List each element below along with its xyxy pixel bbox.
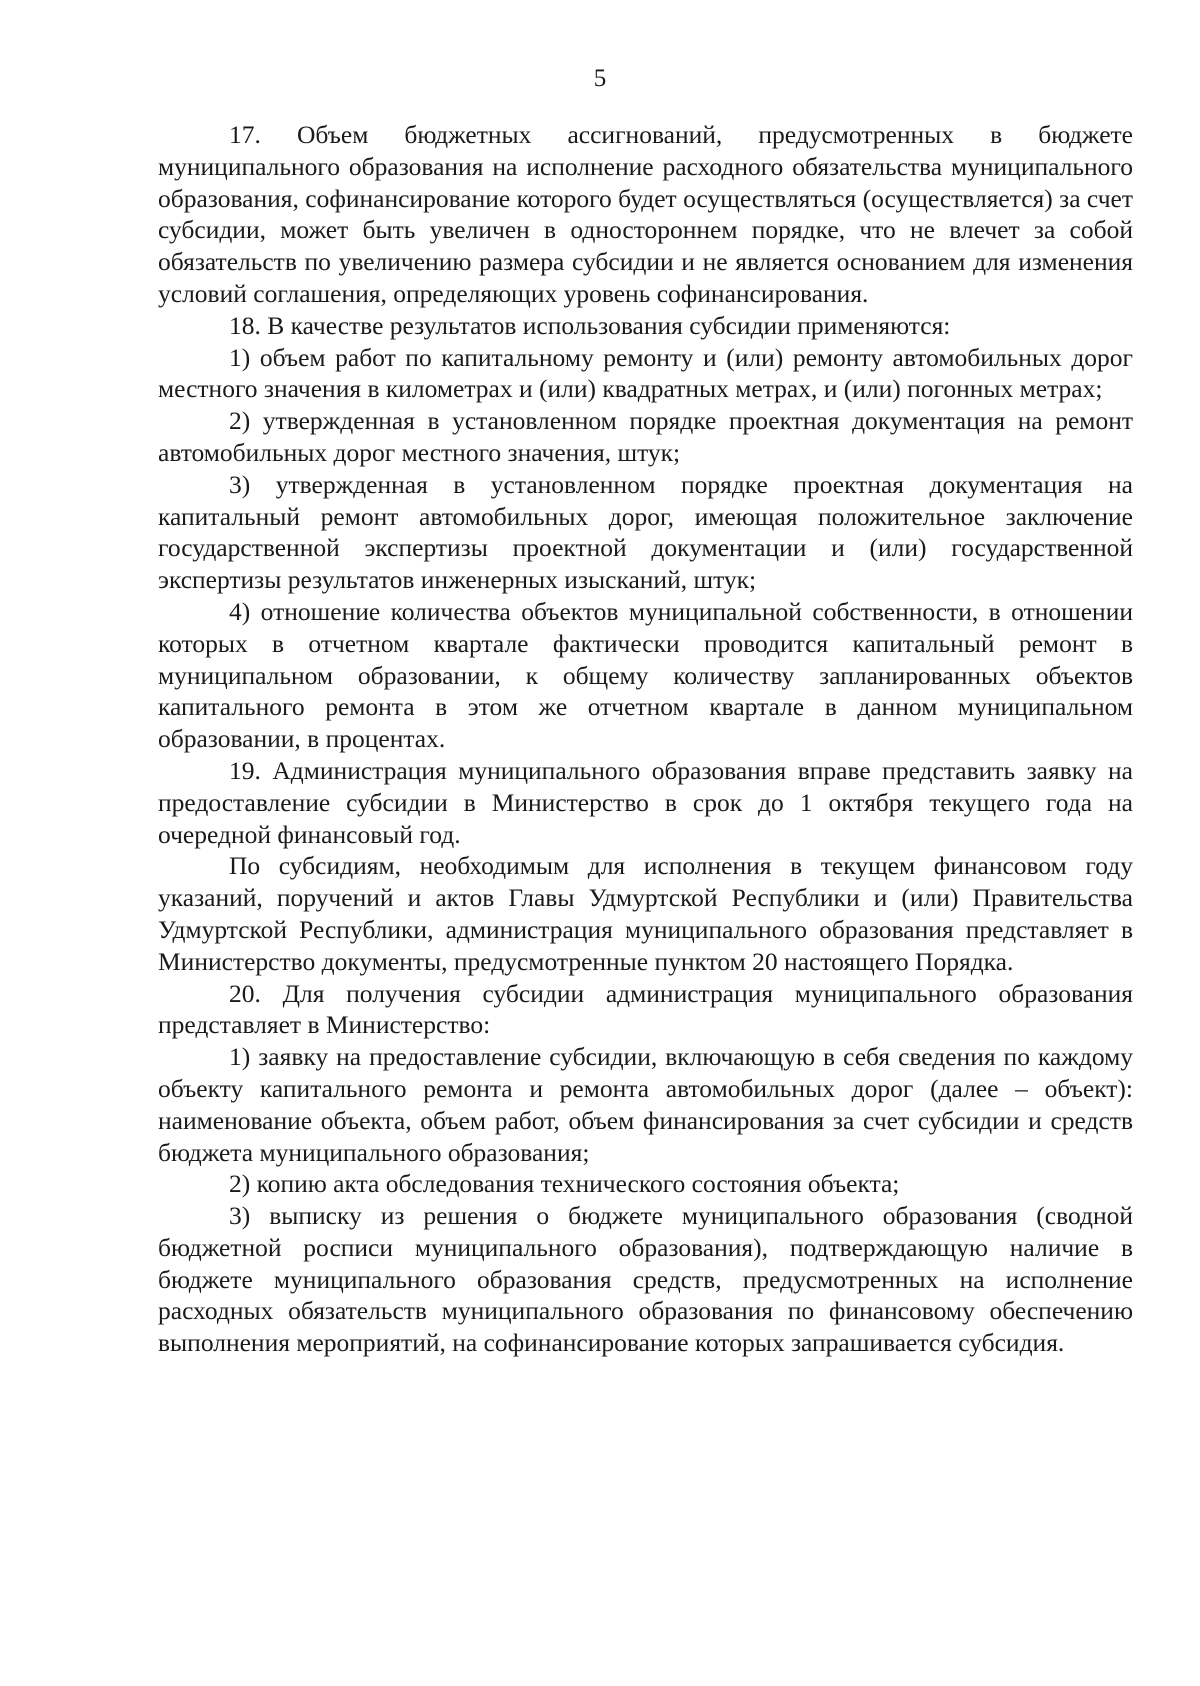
- paragraph-20-item-2: 2) копию акта обследования технического состояния объекта;: [229, 1169, 900, 1199]
- paragraph-20-item-3: 3) выписку из решения о бюджете муниципального образования (сводной бюджетной росписи муниципального образования), подтверждающую наличие в бюджете муниципального образования средств, предусмотренных на исполнение расходных обязательств муниципального образования по финансовому обеспечению выполнения мероприятий, на софинансирование которых запрашивается субсидия.: [158, 1201, 1133, 1358]
- page-number: 5: [593, 65, 607, 92]
- paragraph-18-item-4: 4) отношение количества объектов муниципальной собственности, в отношении которых в отчетном квартале фактически проводится капитальный ремонт в муниципальном образовании, к общему количеству запланированных объектов капитального ремонта в этом же отчетном квартале в данном муниципальном образовании, в процентах.: [158, 596, 1133, 754]
- paragraph-20: 20. Для получения субсидии администрация муниципального образования представляет в Министерство:: [158, 978, 1133, 1040]
- paragraph-19-continued: По субсидиям, необходимым для исполнения в текущем финансовом году указаний, поручений и актов Главы Удмуртской Республики и (или) Правительства Удмуртской Республики, администрация муниципального образования представляет в Министерство документы, предусмотренные пунктом 20 настоящего Порядка.: [158, 851, 1133, 976]
- paragraph-19: 19. Администрация муниципального образования вправе представить заявку на предоставление субсидии в Министерство в срок до 1 октября текущего года на очередной финансовый год.: [158, 755, 1133, 849]
- paragraph-17: 17. Объем бюджетных ассигнований, предусмотренных в бюджете муниципального образования на исполнение расходного обязательства муниципального образования, софинансирование которого будет осуществляться (осуществляется) за счет субсидии, может быть увеличен в одностороннем порядке, что не влечет за собой обязательств по увеличению размера субсидии и не является основанием для изменения условий соглашения, определяющих уровень софинансирования.: [158, 120, 1133, 308]
- paragraph-18-item-1: 1) объем работ по капитальному ремонту и (или) ремонту автомобильных дорог местного значения в километрах и (или) квадратных метрах, и (или) погонных метрах;: [158, 342, 1133, 404]
- paragraph-18: 18. В качестве результатов использования субсидии применяются:: [229, 310, 951, 340]
- document-body: [158, 119, 1133, 1359]
- paragraph-18-item-3: 3) утвержденная в установленном порядке проектная документация на капитальный ремонт автомобильных дорог, имеющая положительное заключение государственной экспертизы проектной документации и (или) государственной экспертизы результатов инженерных изысканий, штук;: [158, 469, 1133, 595]
- paragraph-20-item-1: 1) заявку на предоставление субсидии, включающую в себя сведения по каждому объекту капитального ремонта и ремонта автомобильных дорог (далее – объект): наименование объекта, объем работ, объем финансирования за счет субсидии и средств бюджета муниципального образования;: [158, 1042, 1133, 1167]
- paragraph-18-item-2: 2) утвержденная в установленном порядке проектная документация на ремонт автомобильных дорог местного значения, штук;: [158, 406, 1133, 467]
